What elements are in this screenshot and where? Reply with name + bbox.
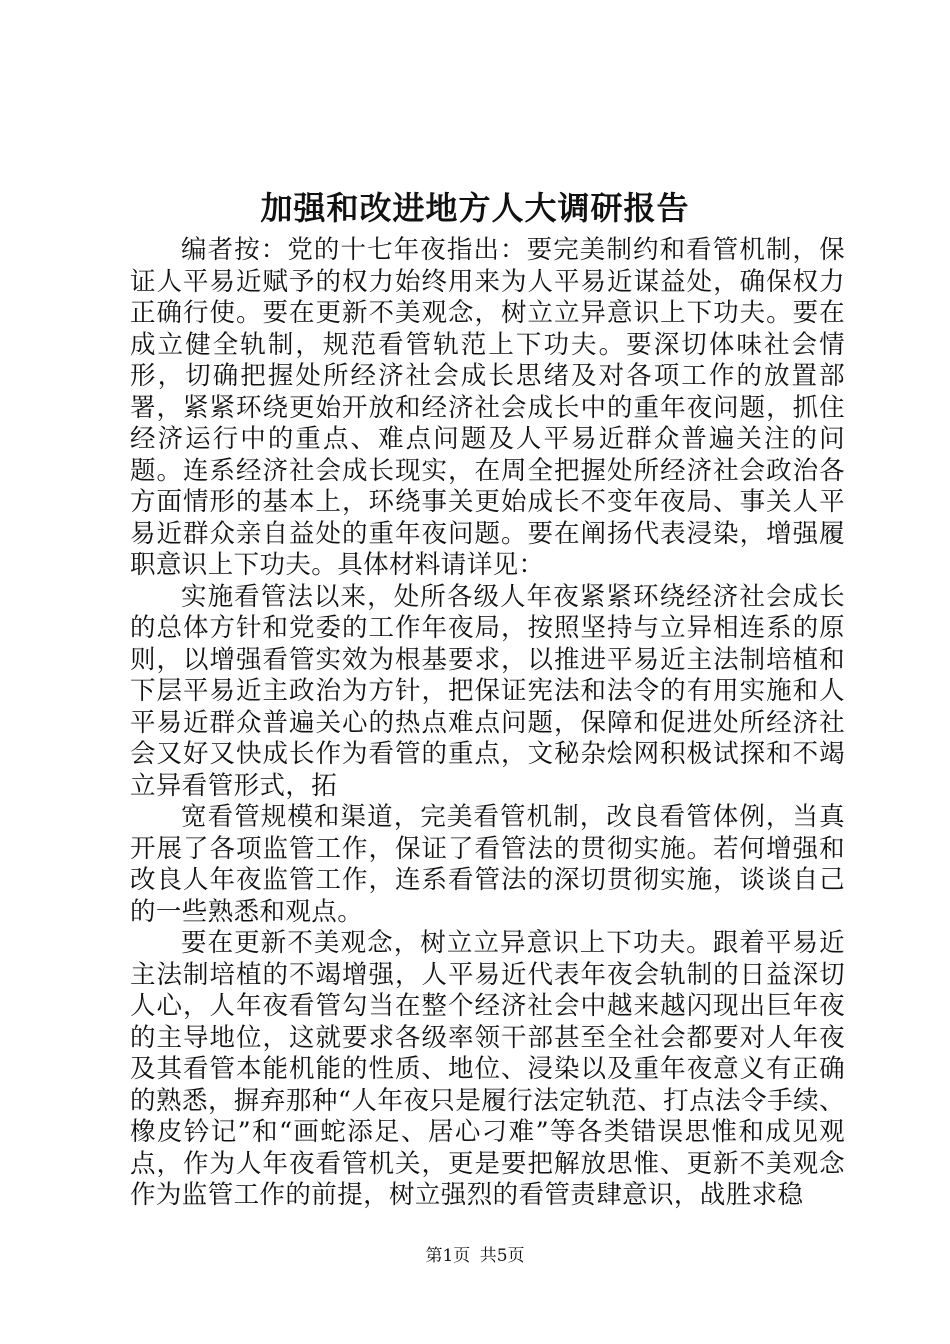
page-number: 第1页 [425,1246,471,1266]
document-body [130,235,845,1212]
paragraph: 宽看管规模和渠道，完美看管机制，改良看管体例，当真开展了各项监管工作，保证了看管法的贯彻实施。若何增强和改良人年夜监管工作，连系看管法的深切贯彻实施，谈谈自己的一些熟悉和观点。 [130,802,845,927]
page-footer [0,1244,950,1268]
page-total: 共5页 [479,1246,525,1266]
paragraph-editor-note: 编者按：党的十七年夜指出：要完美制约和看管机制，保证人平易近赋予的权力始终用来为人平易近谋益处，确保权力正确行使。要在更新不美观念，树立立异意识上下功夫。要在成立健全轨制，规范看管轨范上下功夫。要深切体味社会情形，切确把握处所经济社会成长思绪及对各项工作的放置部署，紧紧环绕更始开放和经济社会成长中的重年夜问题，抓住经济运行中的重点、难点问题及人平易近群众普遍关注的问题。连系经济社会成长现实，在周全把握处所经济社会政治各方面情形的基本上，环绕事关更始成长不变年夜局、事关人平易近群众亲自益处的重年夜问题。要在阐扬代表浸染，增强履职意识上下功夫。具体材料请详见： [130,235,845,580]
document-title: 加强和改进地方人大调研报告 [260,189,690,227]
paragraph: 实施看管法以来，处所各级人年夜紧紧环绕经济社会成长的总体方针和党委的工作年夜局，按照坚持与立异相连系的原则，以增强看管实效为根基要求，以推进平易近主法制培植和下层平易近主政治为方针，把保证宪法和法令的有用实施和人平易近群众普遍关心的热点难点问题，保障和促进处所经济社会又好又快成长作为看管的重点，文秘杂烩网积极试探和不竭立异看管形式，拓 [130,581,845,801]
paragraph: 要在更新不美观念，树立立异意识上下功夫。跟着平易近主法制培植的不竭增强，人平易近代表年夜会轨制的日益深切人心，人年夜看管勾当在整个经济社会中越来越闪现出巨年夜的主导地位，这就要求各级率领干部甚至全社会都要对人年夜及其看管本能机能的性质、地位、浸染以及重年夜意义有正确的熟悉，摒弃那种“人年夜只是履行法定轨范、打点法令手续、橡皮钤记”和“画蛇添足、居心刁难”等各类错误思惟和成见观点，作为人年夜看管机关，更是要把解放思惟、更新不美观念作为监管工作的前提，树立强烈的看管责肆意识，战胜求稳 [130,928,845,1210]
